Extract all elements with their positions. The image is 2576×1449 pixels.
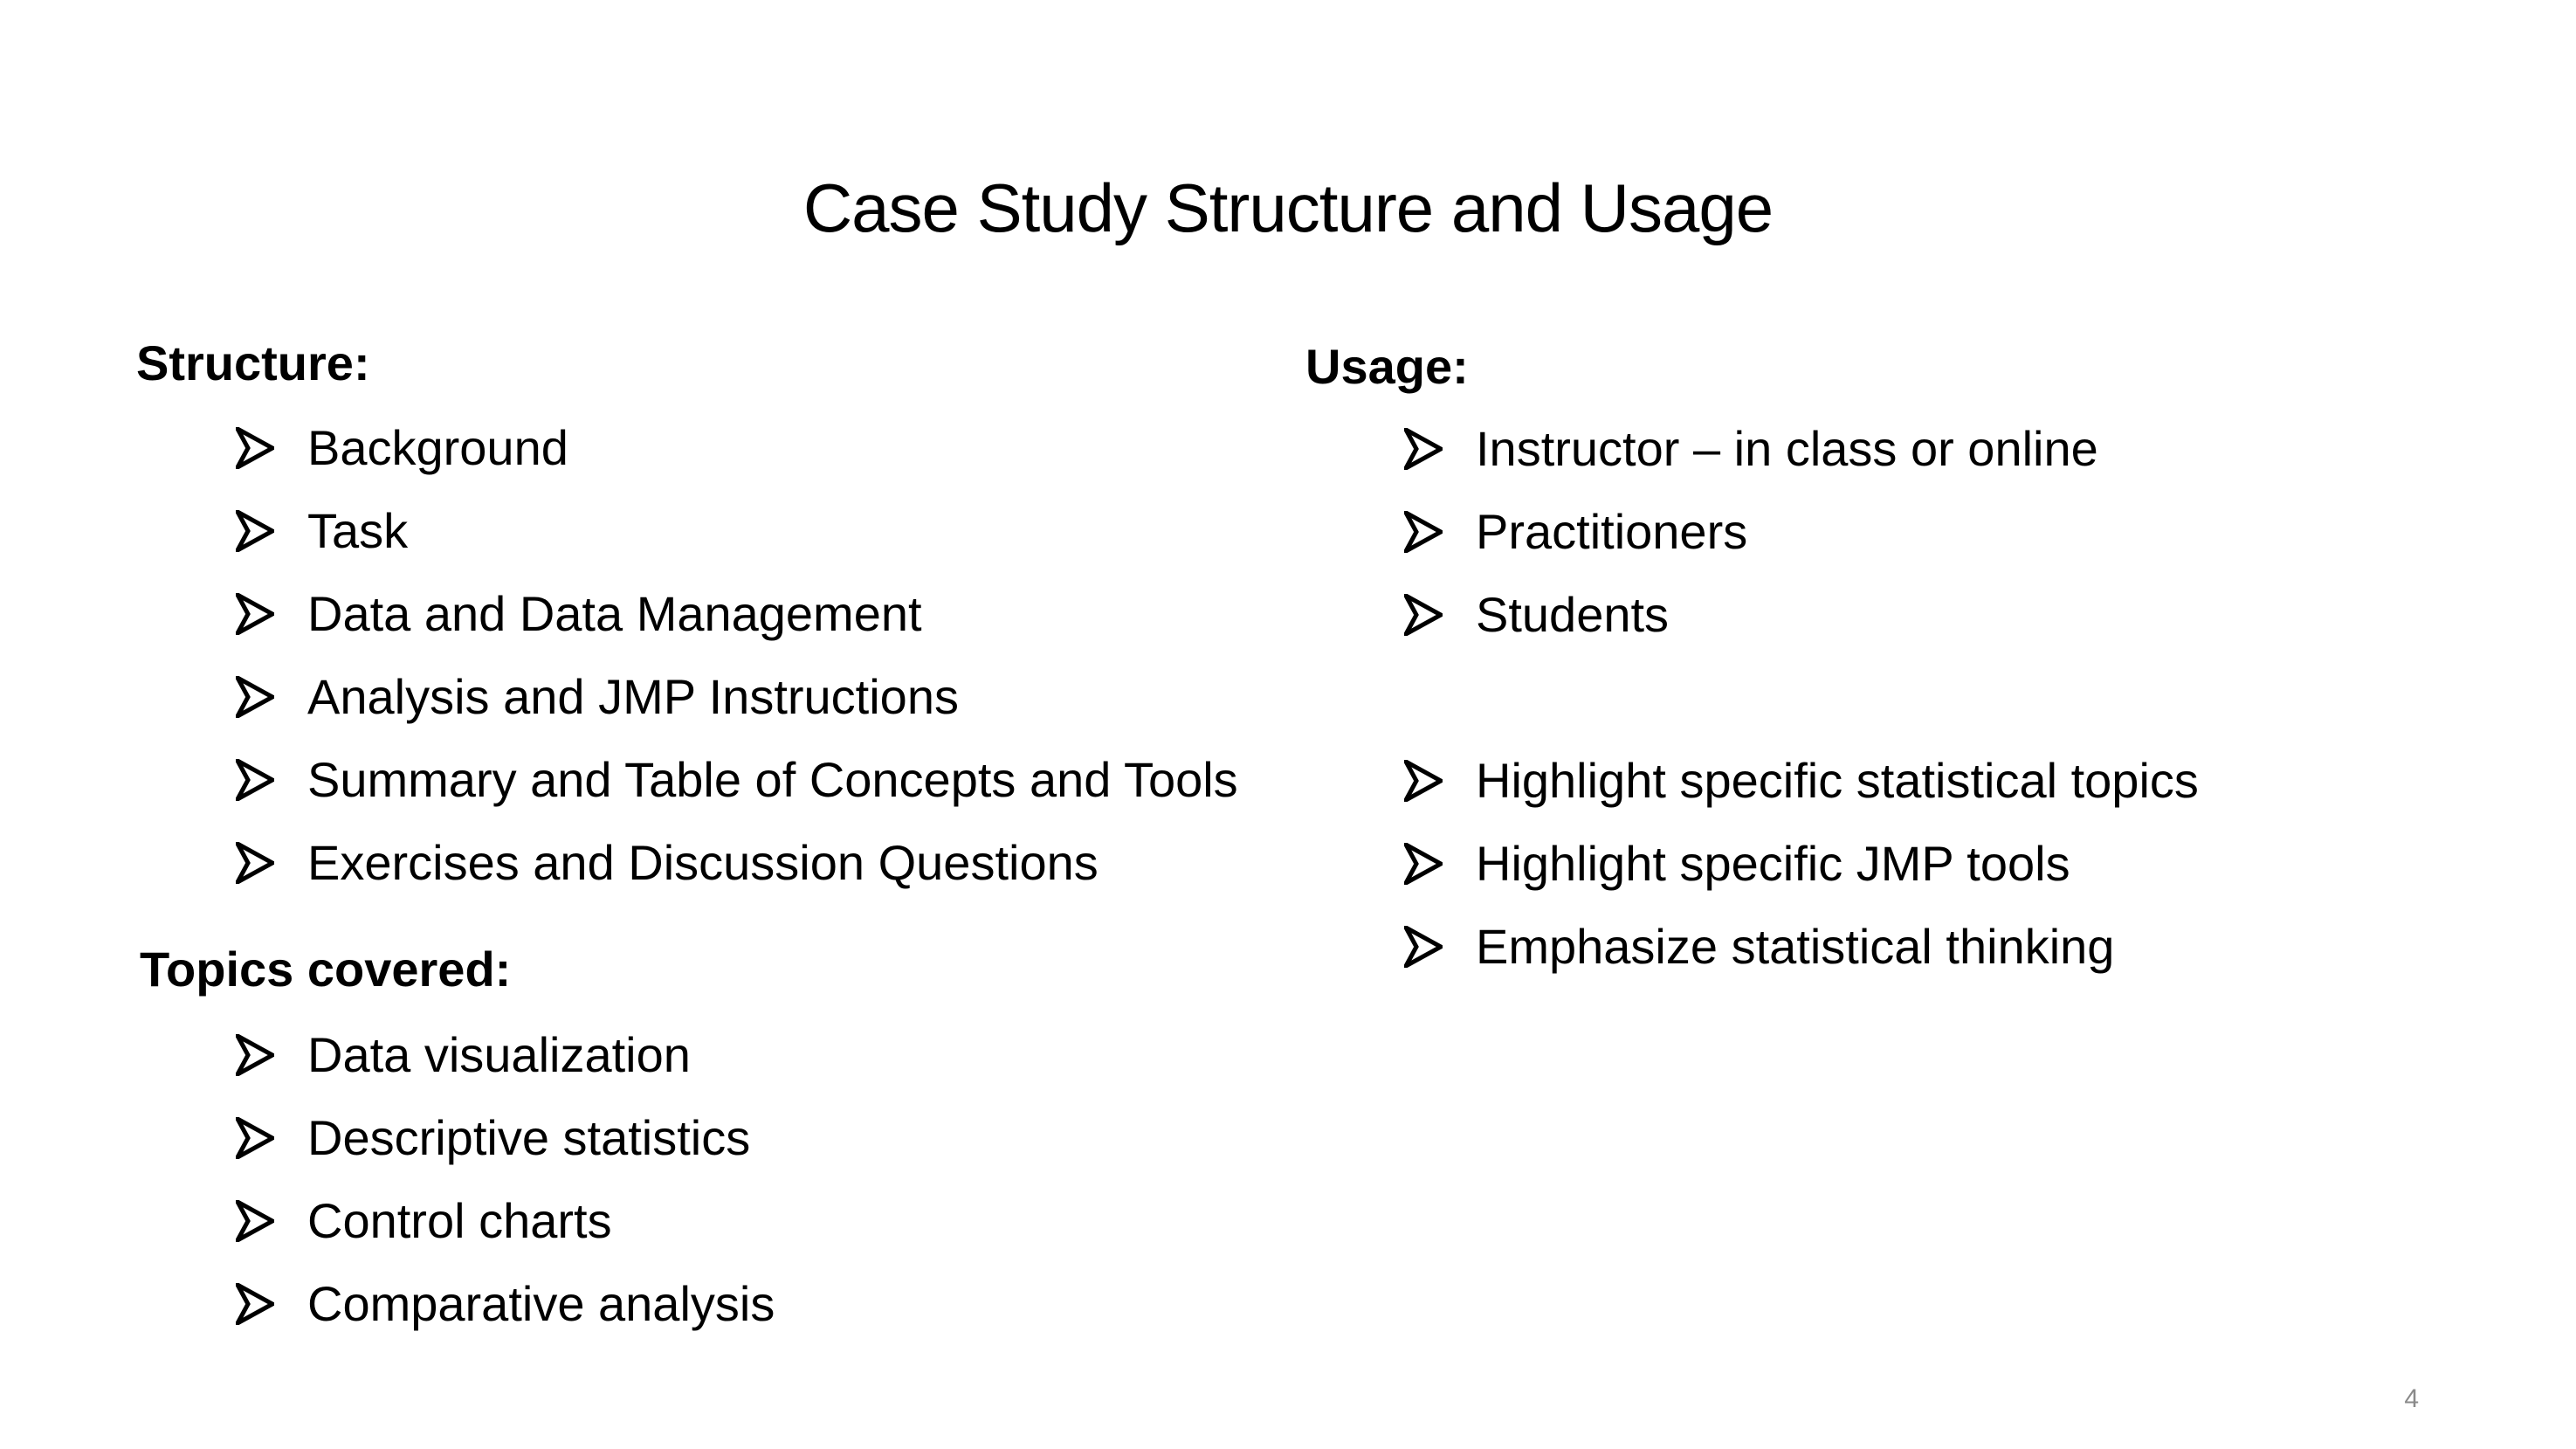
arrowhead-bullet-icon: [236, 1117, 274, 1159]
arrowhead-bullet-icon: [236, 759, 274, 801]
list-item: [236, 1179, 775, 1262]
arrowhead-bullet-icon: [236, 1283, 274, 1325]
list-item: [236, 489, 1238, 572]
list-item: [1404, 490, 2199, 573]
topics-heading: Topics covered:: [140, 942, 512, 997]
structure-item-label: Background: [307, 419, 568, 475]
topic-item-label: Control charts: [307, 1192, 612, 1248]
list-item: [1404, 822, 2199, 905]
arrowhead-bullet-icon: [1404, 760, 1443, 802]
list-item: [236, 1013, 775, 1096]
arrowhead-bullet-icon: [236, 1200, 274, 1242]
list-item: [236, 821, 1238, 904]
list-item: [236, 1262, 775, 1345]
arrowhead-bullet-icon: [236, 676, 274, 718]
topic-item-label: Comparative analysis: [307, 1275, 775, 1331]
list-spacer: [1404, 656, 2199, 739]
arrowhead-bullet-icon: [236, 427, 274, 469]
list-item: [236, 1096, 775, 1179]
structure-item-label: Task: [307, 502, 409, 558]
structure-item-label: Analysis and JMP Instructions: [307, 668, 959, 724]
arrowhead-bullet-icon: [1404, 428, 1443, 470]
usage-item-label: Highlight specific JMP tools: [1476, 835, 2070, 891]
structure-item-label: Data and Data Management: [307, 585, 922, 641]
structure-list: [236, 406, 1238, 904]
usage-item-label: Instructor – in class or online: [1476, 420, 2098, 476]
list-item: [1404, 407, 2199, 490]
arrowhead-bullet-icon: [236, 842, 274, 884]
structure-item-label: Exercises and Discussion Questions: [307, 834, 1099, 890]
arrowhead-bullet-icon: [236, 510, 274, 552]
arrowhead-bullet-icon: [236, 1034, 274, 1076]
list-item: [1404, 905, 2199, 988]
slide-title: Case Study Structure and Usage: [802, 169, 1774, 246]
list-item: [236, 572, 1238, 655]
structure-heading: Structure:: [136, 335, 370, 390]
structure-item-label: Summary and Table of Concepts and Tools: [307, 751, 1238, 807]
arrowhead-bullet-icon: [1404, 926, 1443, 968]
usage-item-label: Students: [1476, 586, 1670, 642]
topic-item-label: Descriptive statistics: [307, 1109, 751, 1165]
list-item: [1404, 573, 2199, 656]
arrowhead-bullet-icon: [1404, 511, 1443, 553]
usage-item-label: Emphasize statistical thinking: [1476, 918, 2115, 974]
usage-item-label: Practitioners: [1476, 503, 1748, 559]
arrowhead-bullet-icon: [1404, 594, 1443, 636]
usage-heading: Usage:: [1305, 339, 1469, 394]
list-item: [236, 738, 1238, 821]
topic-item-label: Data visualization: [307, 1026, 691, 1082]
usage-list: [1404, 407, 2199, 988]
arrowhead-bullet-icon: [236, 593, 274, 635]
arrowhead-bullet-icon: [1404, 843, 1443, 885]
list-item: [1404, 739, 2199, 822]
page-number: 4: [2404, 1384, 2419, 1413]
list-item: [236, 655, 1238, 738]
list-item: [236, 406, 1238, 489]
usage-item-label: Highlight specific statistical topics: [1476, 752, 2199, 808]
topics-list: [236, 1013, 775, 1345]
